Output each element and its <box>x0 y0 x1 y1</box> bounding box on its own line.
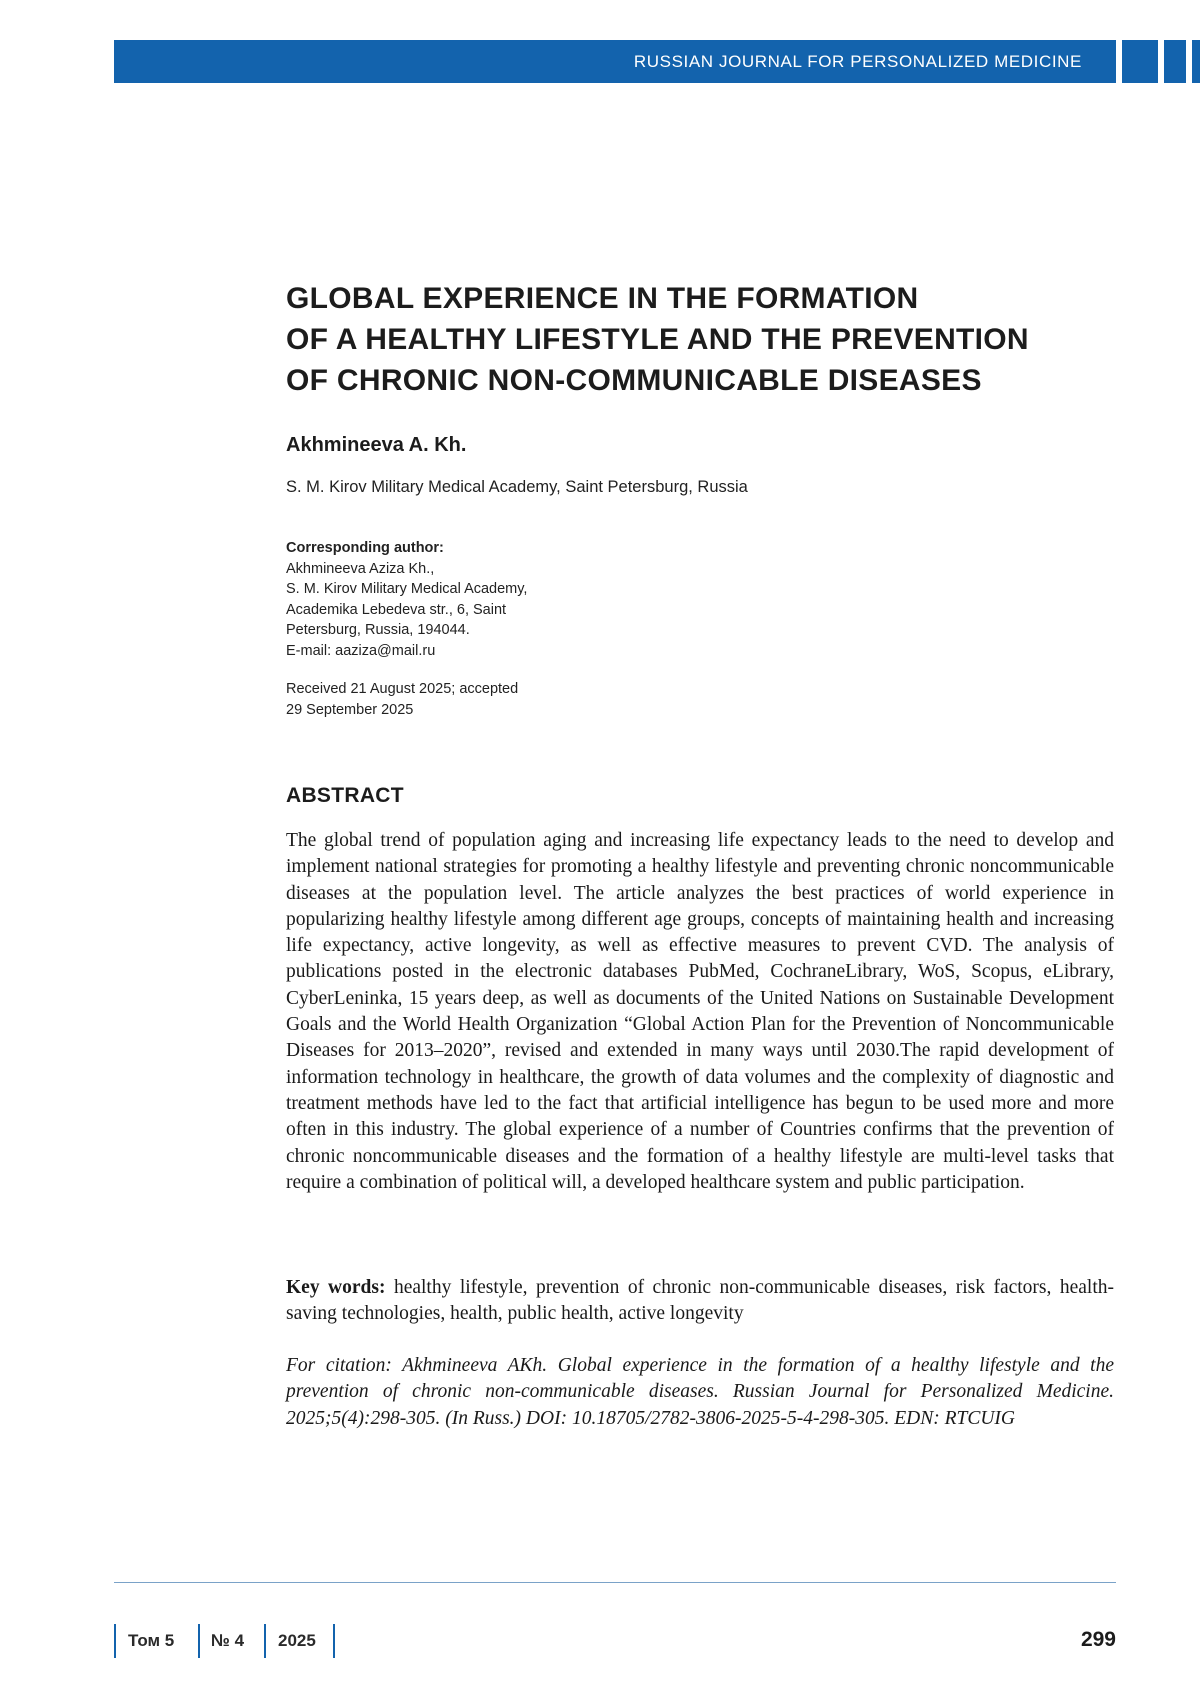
corresponding-author-line: Petersburg, Russia, 194044. <box>286 622 470 638</box>
footer-volume: Том 5 <box>128 1631 175 1650</box>
author-affiliation: S. M. Kirov Military Medical Academy, Saint Petersburg, Russia <box>286 478 748 496</box>
author-name: Akhmineeva A. Kh. <box>286 434 467 456</box>
corresponding-author-label: Corresponding author: <box>286 540 444 556</box>
corresponding-author-email: E-mail: aaziza@mail.ru <box>286 642 436 659</box>
footer-divider <box>114 1582 1116 1583</box>
article-title-line: OF CHRONIC NON-COMMUNICABLE DISEASES <box>286 364 982 397</box>
abstract-text: The global trend of population aging and increasing life expectancy leads to the need to develop and implement national strategies for promoting a healthy lifestyle and preventing chronic noncommunicable diseases at the population level. The article analyzes the best practices of world experience in popularizing healthy lifestyle among different age groups, concepts of maintaining health and increasing life expectancy, active longevity, as well as effective measures to prevent CVD. The analysis of publications posted in the electronic databases PubMed, CochraneLibrary, WoS, Scopus, eLibrary, CyberLeninka, 15 years deep, as well as documents of the United Nations on Sustainable Development Goals and the World Health Organization “Global Action Plan for the Prevention of Noncommunicable Diseases for 2013–2020”, revised and extended in many ways until 2030.The rapid development of information technology in healthcare, the growth of data volumes and the complexity of diagnostic and treatment methods have led to the fact that artificial intelligence has begun to be used more and more often in this industry. The global experience of a number of Countries confirms that the prevention of chronic noncommunicable diseases and the formation of a healthy lifestyle are multi-level tasks that require a combination of political will, a developed healthcare system and public participation. <box>286 830 1114 1193</box>
keywords-text: healthy lifestyle, prevention of chronic non-communicable diseases, risk factors, health-saving technologies, health, public health, active longevity <box>286 1277 1114 1325</box>
footer-year: 2025 <box>278 1631 316 1650</box>
footer-issue: № 4 <box>211 1631 245 1650</box>
article-title-line: GLOBAL EXPERIENCE IN THE FORMATION <box>286 282 919 315</box>
page-number: 299 <box>1080 1628 1116 1651</box>
article-title-line: OF A HEALTHY LIFESTYLE AND THE PREVENTION <box>286 323 1029 356</box>
keywords-label: Key words: <box>286 1277 386 1298</box>
corresponding-author-line: Academika Lebedeva str., 6, Saint <box>286 601 507 618</box>
article-title <box>286 278 1106 401</box>
journal-name: RUSSIAN JOURNAL FOR PERSONALIZED MEDICINE <box>633 52 1082 71</box>
received-line: Received 21 August 2025; accepted <box>286 681 519 697</box>
corresponding-author-block <box>286 538 626 661</box>
citation-text: For citation: Akhmineeva AKh. Global experience in the formation of a healthy lifestyle and the prevention of chronic non-communicable diseases. Russian Journal for Personalized Medicine. 2025;5(4):298-305. (In Russ.) DOI: 10.18705/2782-3806-2025-5-4-298-305. EDN: RTCUIG <box>286 1355 1114 1429</box>
footer-separator <box>333 1624 335 1658</box>
received-line: 29 September 2025 <box>286 701 414 718</box>
keywords <box>286 1275 1114 1328</box>
footer-separator <box>264 1624 266 1658</box>
header-decor-block <box>1164 40 1186 83</box>
corresponding-author-line: Akhmineeva Aziza Kh., <box>286 560 435 577</box>
abstract-heading: ABSTRACT <box>286 784 404 807</box>
header-decor-block <box>1122 40 1158 83</box>
corresponding-author-line: S. M. Kirov Military Medical Academy, <box>286 581 528 597</box>
header-decor-block <box>1192 40 1200 83</box>
journal-header-bar <box>114 40 1116 83</box>
footer-separator <box>114 1624 116 1658</box>
received-dates <box>286 679 626 720</box>
footer-separator <box>198 1624 200 1658</box>
